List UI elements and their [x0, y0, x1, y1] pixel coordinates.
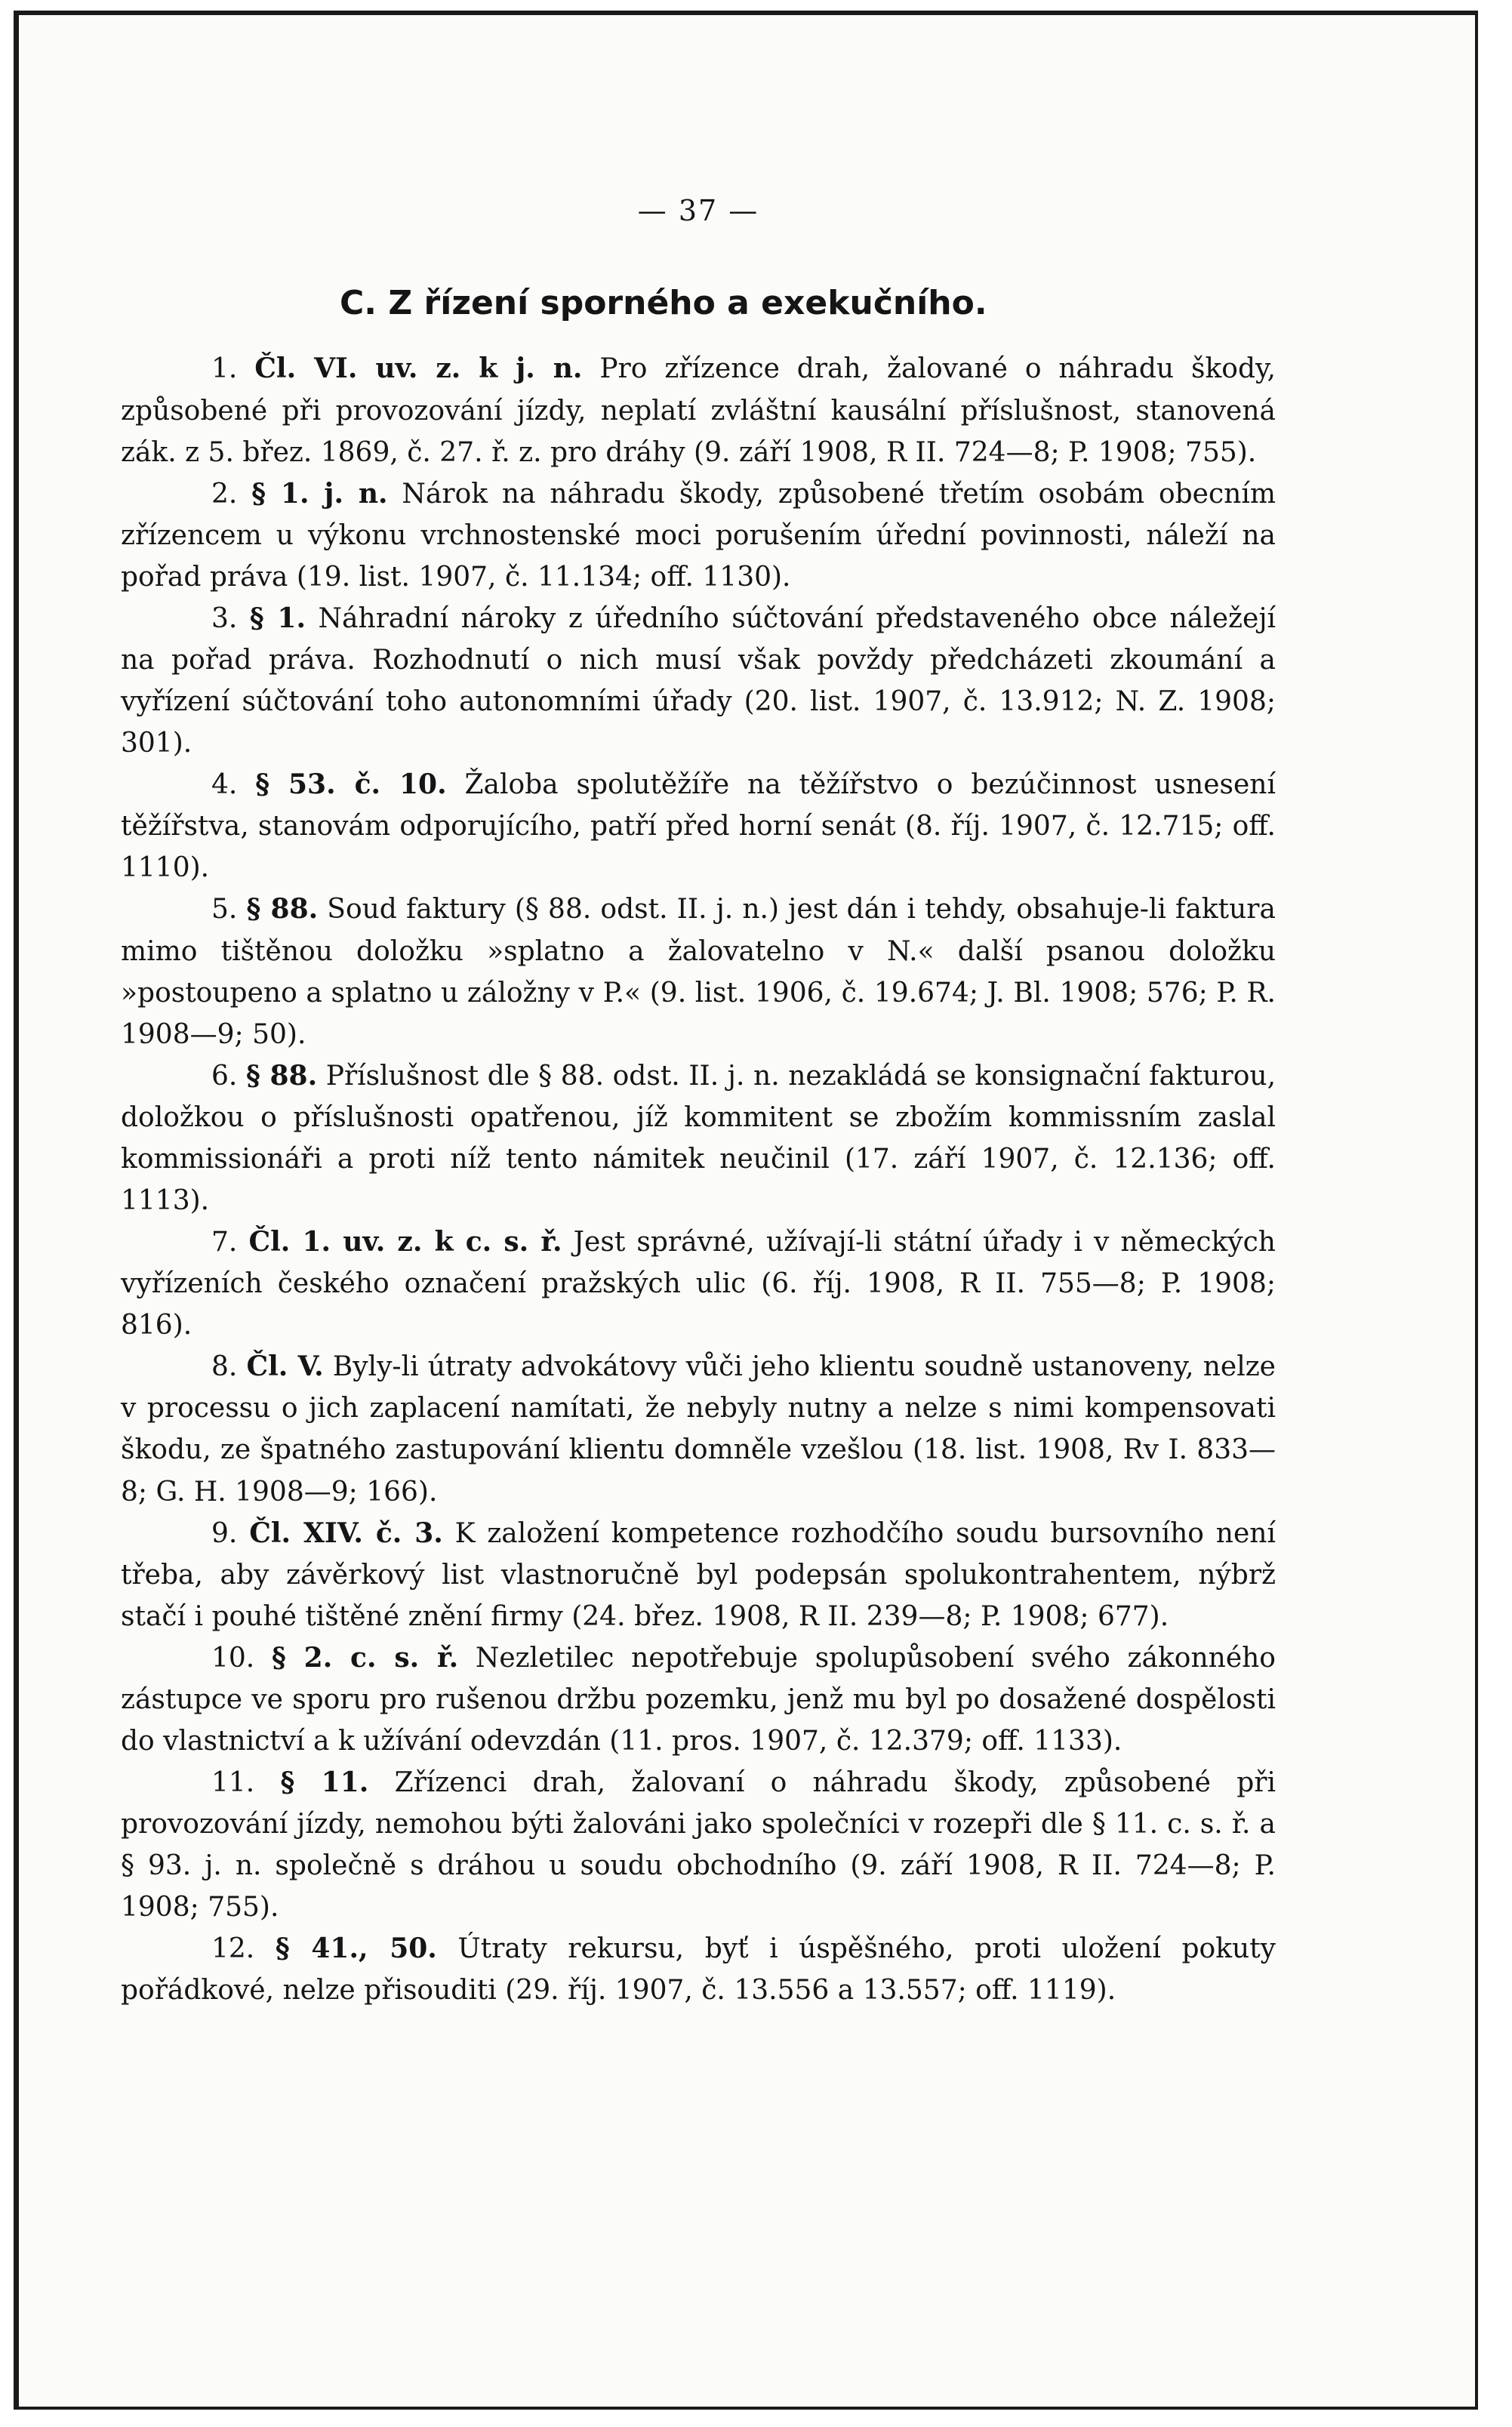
entry-10	[121, 1637, 1276, 1762]
entry-text: Žaloba spolutěžíře na těžířstvo o bezúčinnost usnesení těžířstva, stanovám odporujícího, patří před horní senát (8. říj. 1907, č. 12.715; off. 1110).	[121, 769, 1276, 884]
entry-text: Zřízenci drah, žalovaní o náhradu škody, způsobené při provozování jízdy, nemohou býti žalováni jako společníci v rozepři dle § 11. c. s. ř. a § 93. j. n. společně s dráhou u soudu obchodního (9. září 1908, R II. 724—8; P. 1908; 755).	[121, 1767, 1276, 1923]
entry-text: Soud faktury (§ 88. odst. II. j. n.) jest dán i tehdy, obsahuje-li faktura mimo tištěnou doložku »splatno a žalovatelno v N.« další psanou doložku »postoupeno a splatno u záložny v P.« (9. list. 1906, č. 19.674; J. Bl. 1908; 576; P. R. 1908—9; 50).	[121, 894, 1276, 1050]
entry-2	[121, 473, 1276, 598]
entry-1	[121, 348, 1276, 473]
entry-reference: § 1.	[249, 602, 306, 634]
entry-text: Náhradní nároky z úředního súčtování představeného obce náležejí na pořad práva. Rozhodnutí o nich musí však povždy předcházeti zkoumání a vyřízení súčtování toho autonomními úřady (20. list. 1907, č. 13.912; N. Z. 1908; 301).	[121, 602, 1276, 759]
entry-text: Nezletilec nepotřebuje spolupůsobení svého zákonného zástupce ve sporu pro rušenou držbu pozemku, jenž mu byl po dosažené dospělosti do vlastnictví a k užívání odevzdán (11. pros. 1907, č. 12.379; off. 1133).	[121, 1642, 1276, 1757]
entry-reference: § 88.	[245, 1059, 318, 1092]
entry-number: 7.	[211, 1227, 238, 1258]
entry-7	[121, 1221, 1276, 1346]
entry-12	[121, 1928, 1276, 2011]
entry-reference: § 1. j. n.	[251, 477, 388, 510]
entry-text: Pro zřízence drah, žalované o náhradu škody, způsobené při provozování jízdy, neplatí zvláštní kausální příslušnost, stanovená zák. z 5. břez. 1869, č. 27. ř. z. pro dráhy (9. září 1908, R II. 724—8; P. 1908; 755).	[121, 353, 1276, 468]
entry-number: 4.	[211, 769, 238, 801]
entry-reference: Čl. 1. uv. z. k c. s. ř.	[248, 1226, 562, 1258]
entry-number: 12.	[211, 1933, 255, 1965]
entry-text: K založení kompetence rozhodčího soudu bursovního není třeba, aby závěrkový list vlastnoručně byl podepsán spolukontrahentem, nýbrž stačí i pouhé tištěné znění firmy (24. břez. 1908, R II. 239—8; P. 1908; 677).	[121, 1517, 1276, 1632]
entry-reference: Čl. VI. uv. z. k j. n.	[254, 353, 583, 385]
entry-number: 2.	[211, 478, 238, 510]
entry-number: 3.	[211, 602, 238, 634]
section-heading: C. Z řízení sporného a exekučního.	[340, 284, 987, 323]
entry-text: Nárok na náhradu škody, způsobené třetím osobám obecním zřízencem u výkonu vrchnostenské moci porušením úřední povinnosti, náleží na pořad práva (19. list. 1907, č. 11.134; off. 1130).	[121, 478, 1276, 593]
entry-number: 5.	[211, 894, 238, 926]
entry-text: Příslušnost dle § 88. odst. II. j. n. nezakládá se konsignační fakturou, doložkou o příslušnosti opatřenou, jíž kommitent se zbožím kommissním zaslal kommissionáři a proti níž tento námitek neučinil (17. září 1907, č. 12.136; off. 1113).	[121, 1060, 1276, 1216]
entry-reference: Čl. XIV. č. 3.	[249, 1517, 443, 1549]
entry-number: 10.	[211, 1642, 255, 1674]
entry-number: 1.	[211, 353, 238, 385]
entry-reference: § 53. č. 10.	[255, 768, 447, 801]
entry-reference: § 2. c. s. ř.	[272, 1641, 459, 1674]
entry-number: 6.	[211, 1060, 238, 1092]
entry-6	[121, 1055, 1276, 1221]
entry-number: 9.	[211, 1517, 238, 1549]
entry-reference: § 41., 50.	[275, 1933, 437, 1965]
entry-5	[121, 889, 1276, 1055]
entry-reference: § 11.	[280, 1766, 369, 1799]
entry-text: Útraty rekursu, byť i úspěšného, proti uložení pokuty pořádkové, nelze přisouditi (29. říj. 1907, č. 13.556 a 13.557; off. 1119).	[121, 1933, 1276, 2007]
entry-11	[121, 1762, 1276, 1928]
entry-number: 11.	[211, 1767, 255, 1799]
entry-number: 8.	[211, 1351, 238, 1383]
entry-reference: Čl. V.	[246, 1351, 324, 1383]
page-number: — 37 —	[637, 194, 759, 227]
entry-reference: § 88.	[246, 893, 319, 926]
entry-3	[121, 598, 1276, 764]
entry-text: Byly-li útraty advokátovy vůči jeho klientu soudně ustanoveny, nelze v processu o jich zaplacení namítati, že nebyly nutny a nelze s nimi kompensovati škodu, ze špatného zastupování klientu domněle vzešlou (18. list. 1908, Rv I. 833—8; G. H. 1908—9; 166).	[121, 1351, 1276, 1508]
document-page	[121, 189, 1276, 2012]
entry-8	[121, 1346, 1276, 1512]
entry-9	[121, 1513, 1276, 1637]
entry-4	[121, 764, 1276, 889]
entry-text: Jest správné, užívají-li státní úřady i v německých vyřízeních českého označení pražských ulic (6. říj. 1908, R II. 755—8; P. 1908; 816).	[121, 1227, 1276, 1341]
